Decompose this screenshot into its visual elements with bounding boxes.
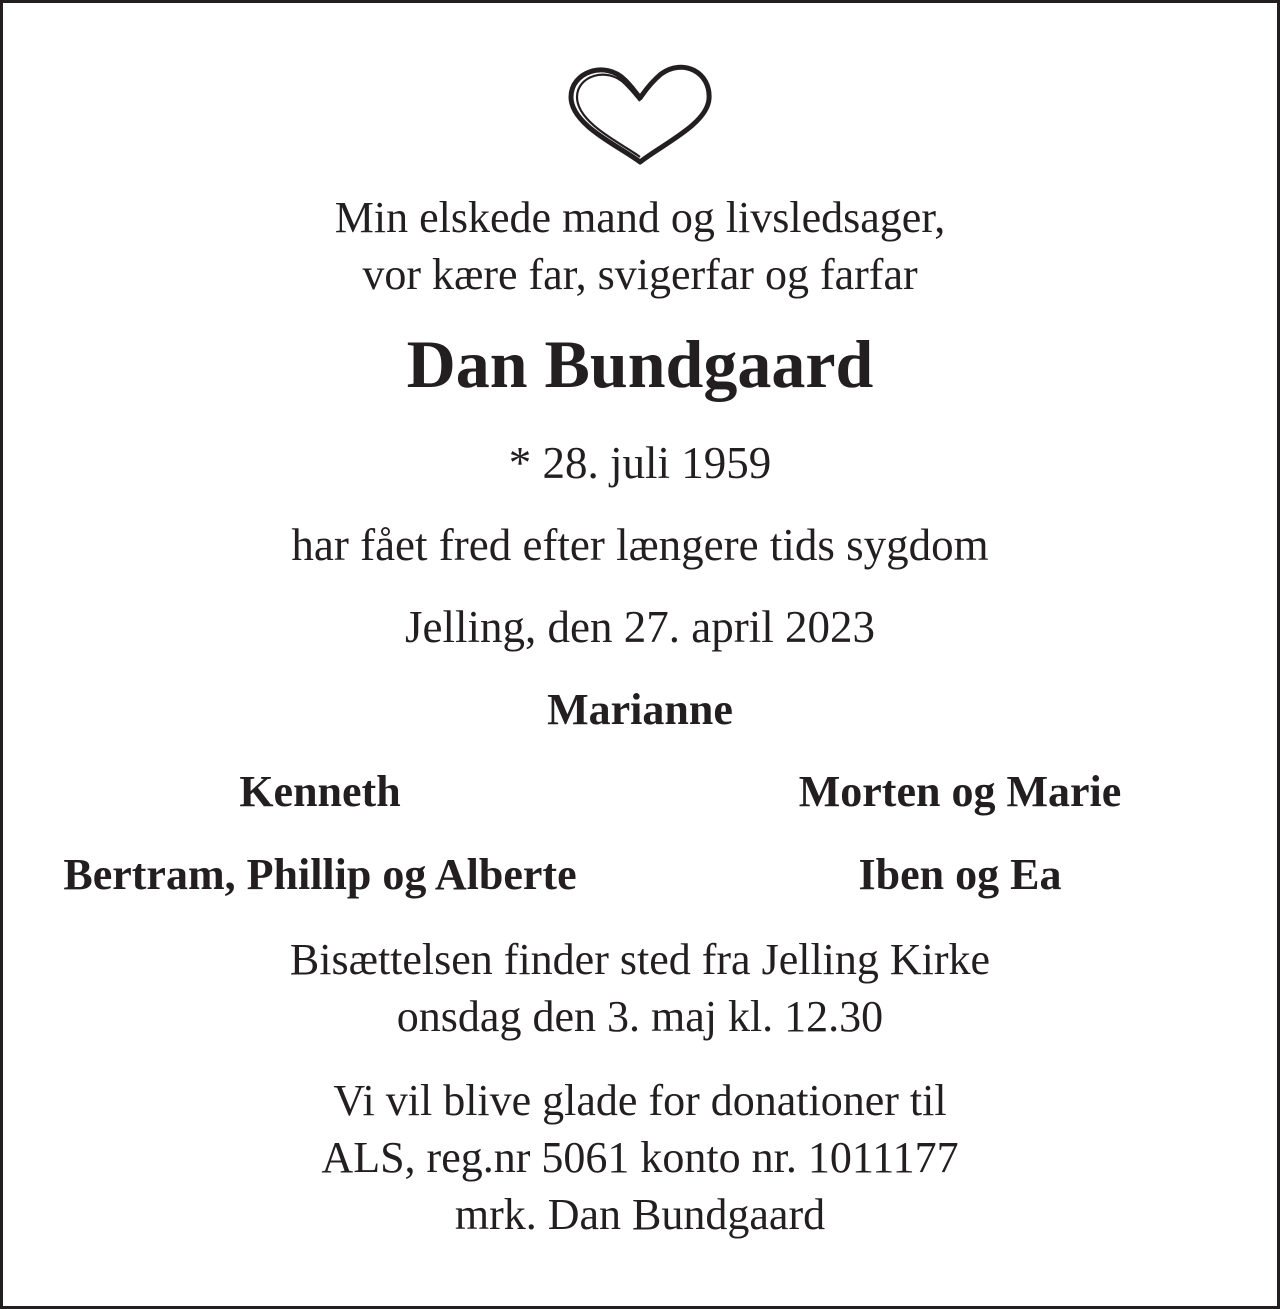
birth-date: * 28. juli 1959	[508, 438, 772, 488]
spouse-name: Marianne	[547, 685, 733, 734]
heart-outline-icon	[565, 62, 715, 170]
place-and-date: Jelling, den 27. april 2023	[405, 602, 875, 652]
donation-line-2: ALS, reg.nr 5061 konto nr. 1011177	[321, 1133, 959, 1182]
donation-line-1: Vi vil blive glade for donationer til	[333, 1076, 947, 1125]
donation-line-3: mrk. Dan Bundgaard	[454, 1190, 826, 1239]
family-name: Morten og Marie	[798, 767, 1122, 816]
passing-text: har fået fred efter længere tids sygdom	[291, 520, 989, 570]
deceased-name: Dan Bundgaard	[406, 326, 874, 402]
family-name: Iben og Ea	[858, 850, 1062, 899]
intro-line-1: Min elskede mand og livsledsager,	[334, 193, 946, 242]
funeral-line-2: onsdag den 3. maj kl. 12.30	[396, 992, 884, 1041]
funeral-line-1: Bisættelsen finder sted fra Jelling Kirke	[289, 935, 991, 984]
intro-line-2: vor kære far, svigerfar og farfar	[362, 250, 918, 299]
family-name: Kenneth	[239, 767, 401, 816]
family-name: Bertram, Phillip og Alberte	[63, 850, 577, 899]
